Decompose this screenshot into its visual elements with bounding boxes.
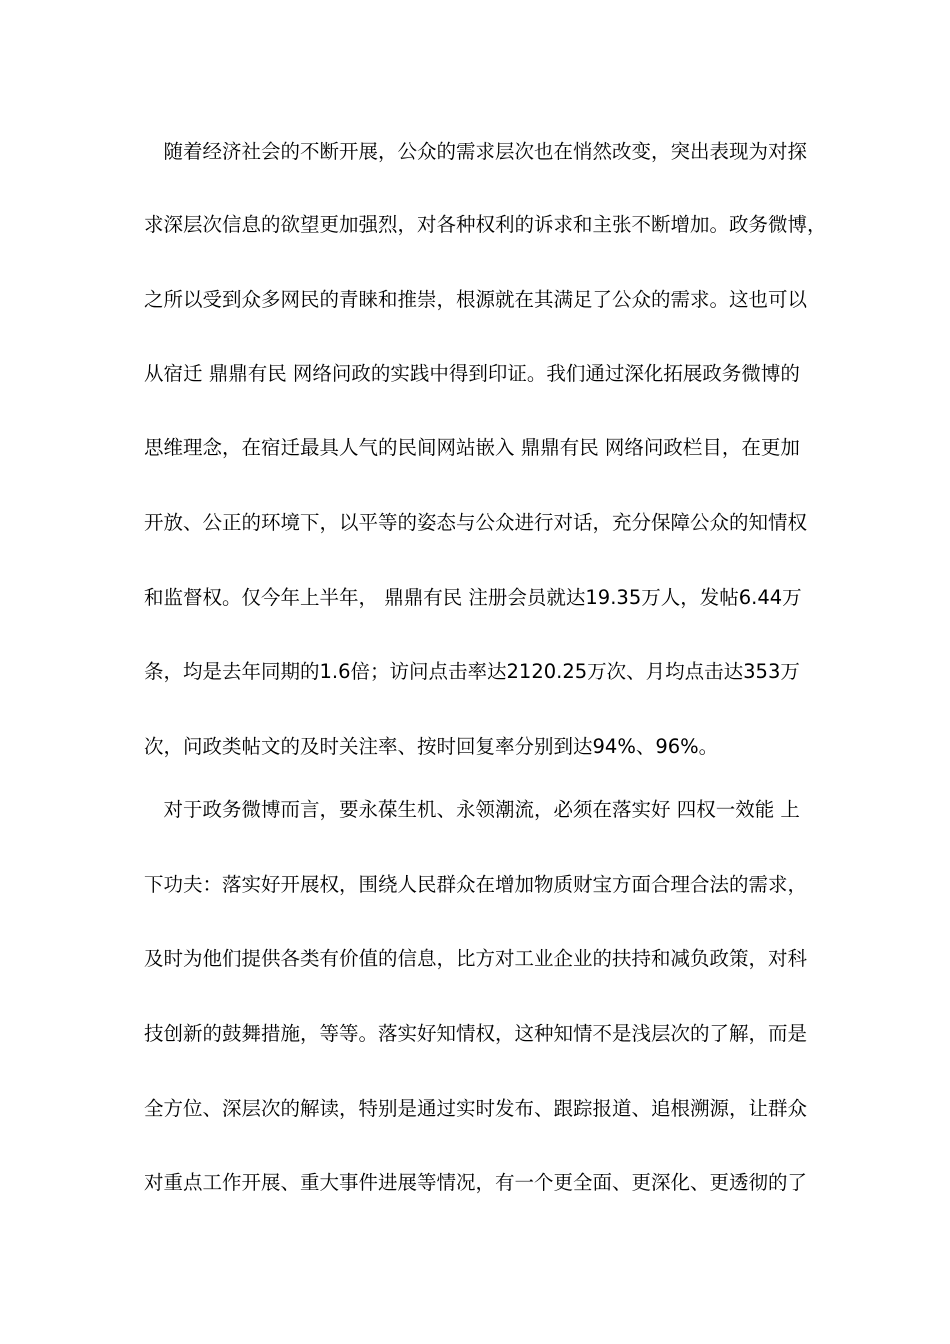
text-line: 次，问政类帖文的及时关注率、按时回复率分别到达94%、96%。 — [144, 735, 719, 758]
text-line: 随着经济社会的不断开展，公众的需求层次也在悄然改变，突出表现为对探 — [144, 140, 808, 163]
text-line: 求深层次信息的欲望更加强烈，对各种权利的诉求和主张不断增加。政务微博， — [144, 213, 827, 236]
text-line: 下功夫：落实好开展权，围绕人民群众在增加物质财宝方面合理合法的需求， — [144, 873, 808, 896]
text-line: 对重点工作开展、重大事件进展等情况，有一个更全面、更深化、更透彻的了 — [144, 1171, 808, 1194]
text-line: 对于政务微博而言，要永葆生机、永领潮流，必须在落实好 四权一效能 上 — [144, 798, 800, 821]
text-line: 思维理念，在宿迁最具人气的民间网站嵌入 鼎鼎有民 网络问政栏目，在更加 — [144, 436, 800, 459]
text-line: 和监督权。仅今年上半年， 鼎鼎有民 注册会员就达19.35万人，发帖6.44万 — [144, 586, 802, 609]
text-line: 条，均是去年同期的1.6倍；访问点击率达2120.25万次、月均点击达353万 — [144, 660, 800, 683]
text-line: 及时为他们提供各类有价值的信息，比方对工业企业的扶持和减负政策，对科 — [144, 947, 808, 970]
text-line: 全方位、深层次的解读，特别是通过实时发布、跟踪报道、追根溯源，让群众 — [144, 1097, 808, 1120]
text-line: 从宿迁 鼎鼎有民 网络问政的实践中得到印证。我们通过深化拓展政务微博的 — [144, 362, 800, 385]
text-line: 开放、公正的环境下，以平等的姿态与公众进行对话，充分保障公众的知情权 — [144, 511, 808, 534]
text-line: 技创新的鼓舞措施，等等。落实好知情权，这种知情不是浅层次的了解，而是 — [144, 1022, 808, 1045]
text-line: 之所以受到众多网民的青睐和推崇，根源就在其满足了公众的需求。这也可以 — [144, 288, 808, 311]
